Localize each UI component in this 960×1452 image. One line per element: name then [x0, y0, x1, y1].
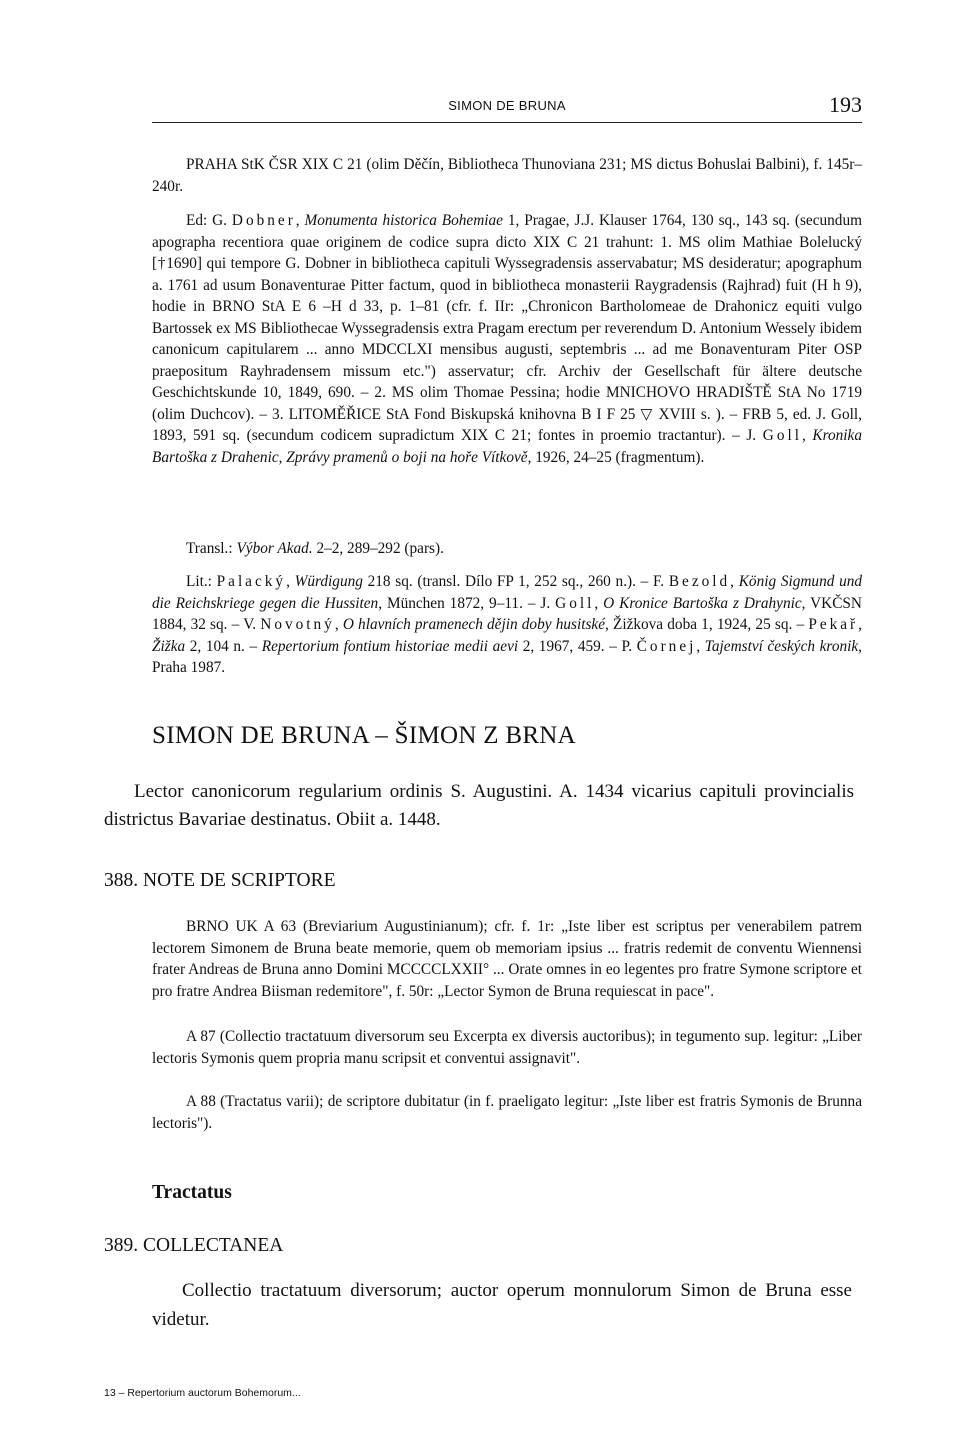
- lit-author: Palacký: [216, 573, 287, 590]
- entry-388-paragraph-1: BRNO UK A 63 (Breviarium Augustinianum); cfr. f. 1r: „Iste liber est scriptus per venerabilem patrem lectorem Simonem de Bruna beate memorie, quem ob memoriam ipsius ... fratris redemit de conventu Wiennensi frater Andreas de Bruna anno Domini MCCCCLXXII° ... Orate omnes in eo legentes pro fratre Symone scriptore et pro fratre Andrea Biisman redemitore", f. 50r: „Lector Symon de Bruna requiescat in pace".: [152, 918, 862, 1000]
- edition-text: ,: [801, 427, 813, 444]
- lit-author: Čornej: [636, 637, 697, 655]
- lit-text: , Praha 1987.: [152, 637, 862, 676]
- lit-title: O hlavních pramenech dějin doby husitské: [342, 616, 605, 633]
- edition-paragraph: [152, 210, 862, 468]
- lit-author: Bezold: [668, 573, 731, 590]
- lit-title: Žižka: [152, 637, 186, 655]
- lit-text: ,: [696, 637, 705, 655]
- translation-title: Výbor Akad.: [236, 540, 313, 557]
- lit-author: Goll: [555, 594, 595, 612]
- entry-389-summary: Collectio tractatuum diversorum; auctor operum monnulorum Simon de Bruna esse videtur.: [152, 1280, 852, 1330]
- edition-title: Kronika Bartoška z Drahenic, Zprávy pramenů o boji na hoře Vítkově: [152, 427, 862, 466]
- lit-author: Pekař: [808, 616, 859, 633]
- translation-text: 2–2, 289–292 (pars).: [312, 540, 444, 557]
- lit-text: 2, 1967, 459. – P.: [518, 637, 637, 655]
- lit-text: ,: [594, 594, 604, 612]
- edition-title: Monumenta historica Bohemiae: [304, 212, 503, 229]
- author-summary: Lector canonicorum regularium ordinis S. Augustini. A. 1434 vicarius capituli provincialis districtus Bavariae destinatus. Obiit a. 1448.: [104, 781, 854, 830]
- edition-text: ,: [295, 212, 305, 229]
- entry-389-heading: 389. COLLECTANEA: [104, 1235, 284, 1256]
- edition-text: Ed: G.: [186, 212, 232, 229]
- lit-author: Novotný: [260, 616, 335, 633]
- manuscript-paragraph: PRAHA StK ČSR XIX C 21 (olim Děčín, Bibliotheca Thunoviana 231; MS dictus Bohuslai Balbini), f. 145r–240r.: [152, 156, 862, 195]
- entry-388-paragraph-2: A 87 (Collectio tractatuum diversorum seu Excerpta ex diversis auctoribus); in tegumento sup. legitur: „Liber lectoris Symonis quem propria manu scripsit et conventui assignavit".: [152, 1028, 862, 1067]
- page-number: 193: [829, 92, 862, 117]
- lit-text: Lit.:: [186, 573, 217, 590]
- edition-author: Goll: [762, 427, 802, 444]
- lit-text: 218 sq. (transl. Dílo FP 1, 252 sq., 260 n.). – F.: [362, 573, 669, 590]
- running-header: [152, 92, 862, 123]
- lit-text: ,: [730, 573, 739, 590]
- translation-paragraph: [152, 538, 862, 560]
- lit-title: Würdigung: [294, 573, 363, 590]
- translation-text: Transl.:: [186, 540, 237, 557]
- literature-paragraph: [152, 571, 862, 679]
- signature-footer: 13 – Repertorium auctorum Bohemorum...: [104, 1387, 301, 1399]
- lit-title: Tajemství českých kronik: [704, 637, 859, 655]
- lit-text: ,: [334, 616, 343, 633]
- lit-text: , VKČSN 1884, 32 sq. – V.: [152, 594, 862, 633]
- edition-author: Dobner: [231, 212, 296, 229]
- author-heading: SIMON DE BRUNA – ŠIMON Z BRNA: [152, 722, 577, 749]
- entry-388-paragraph-3: A 88 (Tractatus varii); de scriptore dubitatur (in f. praeligato legitur: „Iste liber est fratris Symonis de Brunna lectoris").: [152, 1093, 862, 1132]
- edition-text: 1, Pragae, J.J. Klauser 1764, 130 sq., 143 sq. (secundum apographa recentiora quae originem de codice supra dicto XIX C 21 trahunt: 1. MS olim Mathiae Bolelucký [†1690] qui tempore G. Dobner in bibliotheca capituli Wyssegradensis asservabatur; MS desideratur; apographum a. 1761 ad usum Bonaventurae Pitter factum, quod in bibliotheca monasterii Raygradensis (Rajhrad) fuit (H h 9), hodie in BRNO StA E 6 –H d 33, p. 1–81 (cfr. f. IIr: „Chronicon Bartholomeae de Drahonicz equiti vulgo Bartossek ex MS Bibliothecae Wyssegradensis extra Pragam erectum per reverendum D. Antonium Wessely ibidem canonicum capitularem ... anno MDCCLXI mensibus augusti, septembris ... ad me Bonaventuram Piter OSP praepositum Rayhradensem missum etc.") asservatur; cfr. Archiv der Gesellschaft für ältere deutsche Geschichtskunde 10, 1849, 690. – 2. MS olim Thomae Pessina; hodie MNICHOVO HRADIŠTĚ StA No 1719 (olim Duchcov). – 3. LITOMĚŘICE StA Fond Biskupská knihovna B I F 25 ▽ XVIII s. ). – FRB 5, ed. J. Goll, 1893, 591 sq. (secundum codicem supradictum XIX C 21; fontes in proemio tractantur). – J.: [152, 212, 862, 444]
- edition-text: , 1926, 24–25 (fragmentum).: [527, 448, 705, 466]
- lit-text: ,: [858, 616, 862, 633]
- lit-text: ,: [286, 573, 295, 590]
- lit-text: , Žižkova doba 1, 1924, 25 sq. –: [604, 616, 809, 633]
- lit-text: , München 1872, 9–11. – J.: [378, 594, 556, 612]
- lit-title: König Sigmund und die Reichskriege gegen die Hussiten: [152, 573, 863, 612]
- lit-title: O Kronice Bartoška z Drahynic: [603, 594, 802, 612]
- running-title: SIMON DE BRUNA: [448, 98, 566, 113]
- section-heading-tractatus: Tractatus: [152, 1182, 232, 1203]
- lit-text: 2, 104 n. –: [185, 637, 262, 655]
- lit-title: Repertorium fontium historiae medii aevi: [261, 637, 519, 655]
- entry-388-heading: 388. NOTE DE SCRIPTORE: [104, 870, 336, 891]
